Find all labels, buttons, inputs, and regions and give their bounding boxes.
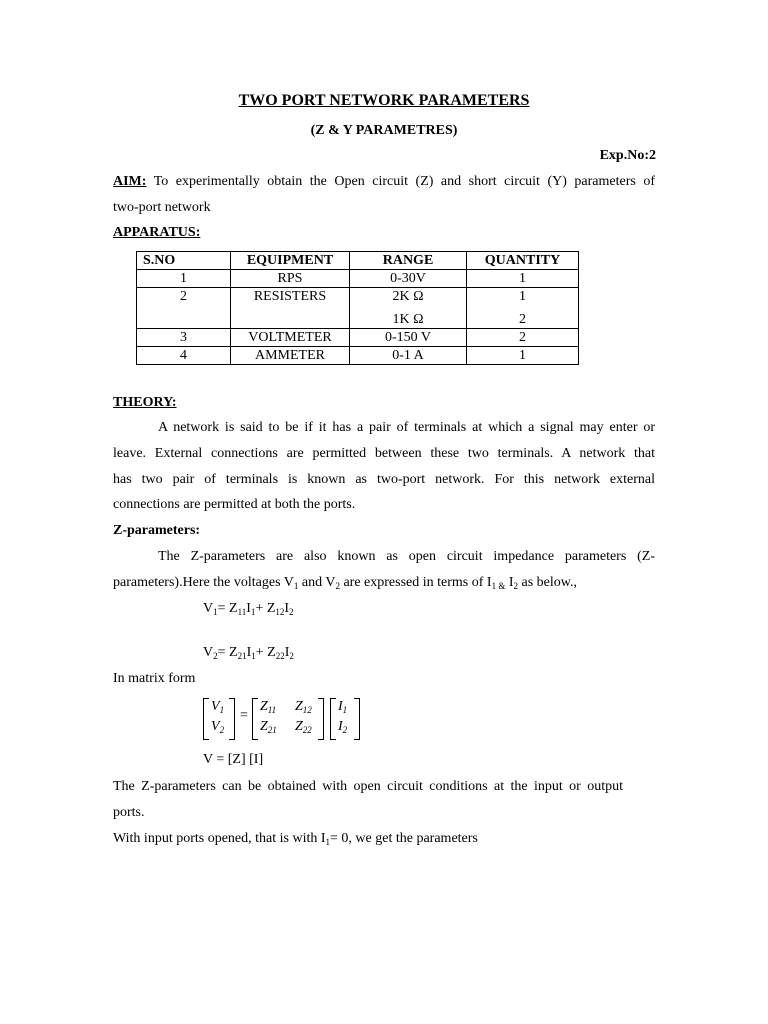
subscript: 22 [275,651,285,661]
equation-2 [203,645,294,661]
subscript: 12 [302,705,312,715]
cell-sno: 2 [137,288,231,329]
input-ports-line [113,831,478,847]
equation-1 [203,601,294,617]
subscript: 12 [275,607,285,617]
subscript: 1 [213,607,218,617]
cell-sno: 1 [137,270,231,288]
text: as below., [518,575,577,590]
cell-range: 0-30V [350,270,467,288]
z-11 [260,699,276,715]
bracket-left [203,698,209,740]
v-vector-1 [211,699,224,715]
subscript: 1 [293,581,299,591]
eq-text: + Z [255,645,276,660]
theory-heading: THEORY: [113,395,177,410]
subscript: 1 [325,837,331,847]
range-value-2: 1K Ω [392,312,424,327]
cell-range: 0-150 V [350,329,467,347]
text: With input ports opened, that is with I [113,831,326,846]
equals-sign: = [240,708,248,723]
open-circuit-line-2: ports. [113,805,145,820]
theory-line-1: A network is said to be if it has a pair of terminals at which a signal may enter or [158,420,655,435]
subscript: 2 [213,651,218,661]
header-range: RANGE [350,252,467,270]
page-subtitle: (Z & Y PARAMETRES) [310,123,458,138]
apparatus-heading: APPARATUS: [113,225,201,240]
page-title: TWO PORT NETWORK PARAMETERS [238,92,530,109]
cell-quantity: 1 [467,270,579,288]
matrix-symbol: Z [295,719,303,734]
subscript: 21 [237,651,247,661]
matrix-symbol: Z [260,699,268,714]
table-row [137,329,579,347]
eq-text: V [203,645,214,660]
cell-equipment: VOLTMETER [231,329,350,347]
table-row [137,270,579,288]
matrix-symbol: V [211,699,220,714]
table-header-row [137,252,579,270]
zparams-line-2 [113,575,577,591]
subscript: 2 [289,651,294,661]
eq-text: I [246,601,251,616]
cell-quantity [467,288,579,329]
matrix-symbol: I [338,699,343,714]
cell-equipment: RPS [231,270,350,288]
subscript: 1 & [491,581,506,591]
cell-range [350,288,467,329]
subscript: 11 [237,607,247,617]
subscript: 1 [219,705,225,715]
cell-quantity: 2 [467,329,579,347]
quantity-value: 1 [519,289,526,304]
subscript: 1 [250,607,256,617]
theory-line-4: connections are permitted at both the ports. [113,497,356,512]
quantity-value-2: 2 [519,312,526,327]
eq-text: V [203,601,214,616]
text: = 0, we get the parameters [330,831,478,846]
header-sno: S.NO [137,252,231,270]
range-value: 2K Ω [392,289,424,304]
table-row [137,347,579,365]
subscript: 1 [342,705,348,715]
aim-line-1 [113,174,655,190]
exp-number: Exp.No:2 [599,148,656,163]
subscript: 2 [335,581,340,591]
aim-text: To experimentally obtain the Open circuit (Z) and short circuit (Y) parameters of [153,174,655,189]
matrix-symbol: Z [295,699,303,714]
subscript: 22 [302,725,312,735]
subscript: 2 [219,725,225,735]
apparatus-table [136,251,579,365]
aim-label: AIM: [113,174,147,189]
bracket-right [318,698,324,740]
matrix-symbol: I [338,719,343,734]
matrix-form-label: In matrix form [113,671,196,686]
eq-text: = Z [217,645,238,660]
bracket-left [252,698,258,740]
theory-line-3: has two pair of terminals is known as two-port network. For this network external [113,472,655,487]
cell-equipment: RESISTERS [231,288,350,329]
i-vector-2 [338,719,347,735]
bracket-left [330,698,336,740]
subscript: 2 [289,607,294,617]
v-vector-2 [211,719,224,735]
matrix-equation [203,698,363,740]
text: parameters).Here the voltages V [113,575,294,590]
z-12 [295,699,312,715]
cell-sno: 3 [137,329,231,347]
header-quantity: QUANTITY [467,252,579,270]
text: and V [298,575,336,590]
open-circuit-line-1: The Z-parameters can be obtained with open circuit conditions at the input or output [113,779,623,794]
zparams-line-1: The Z-parameters are also known as open circuit impedance parameters (Z- [158,549,655,564]
i-vector-1 [338,699,347,715]
header-equipment: EQUIPMENT [231,252,350,270]
text: are expressed in terms of I [339,575,492,590]
cell-equipment: AMMETER [231,347,350,365]
zparams-heading: Z-parameters: [113,523,201,538]
v-equals-zi: V = [Z] [I] [203,752,264,767]
cell-range: 0-1 A [350,347,467,365]
eq-text: = Z [217,601,238,616]
subscript: 2 [513,581,519,591]
eq-text: I [246,645,252,660]
cell-sno: 4 [137,347,231,365]
eq-text: I [284,645,290,660]
text: I [505,575,514,590]
eq-text: I [284,601,290,616]
subscript: 21 [267,725,277,735]
matrix-symbol: V [211,719,220,734]
subscript: 1 [251,651,256,661]
theory-line-2: leave. External connections are permitted between these two terminals. A network that [113,446,655,461]
aim-line-2: two-port network [113,200,211,215]
eq-text: + Z [255,601,276,616]
cell-quantity: 1 [467,347,579,365]
bracket-right [354,698,360,740]
z-22 [295,719,312,735]
matrix-symbol: Z [260,719,268,734]
bracket-right [229,698,235,740]
subscript: 11 [267,705,277,715]
z-21 [260,719,277,735]
table-row [137,288,579,329]
subscript: 2 [342,725,348,735]
